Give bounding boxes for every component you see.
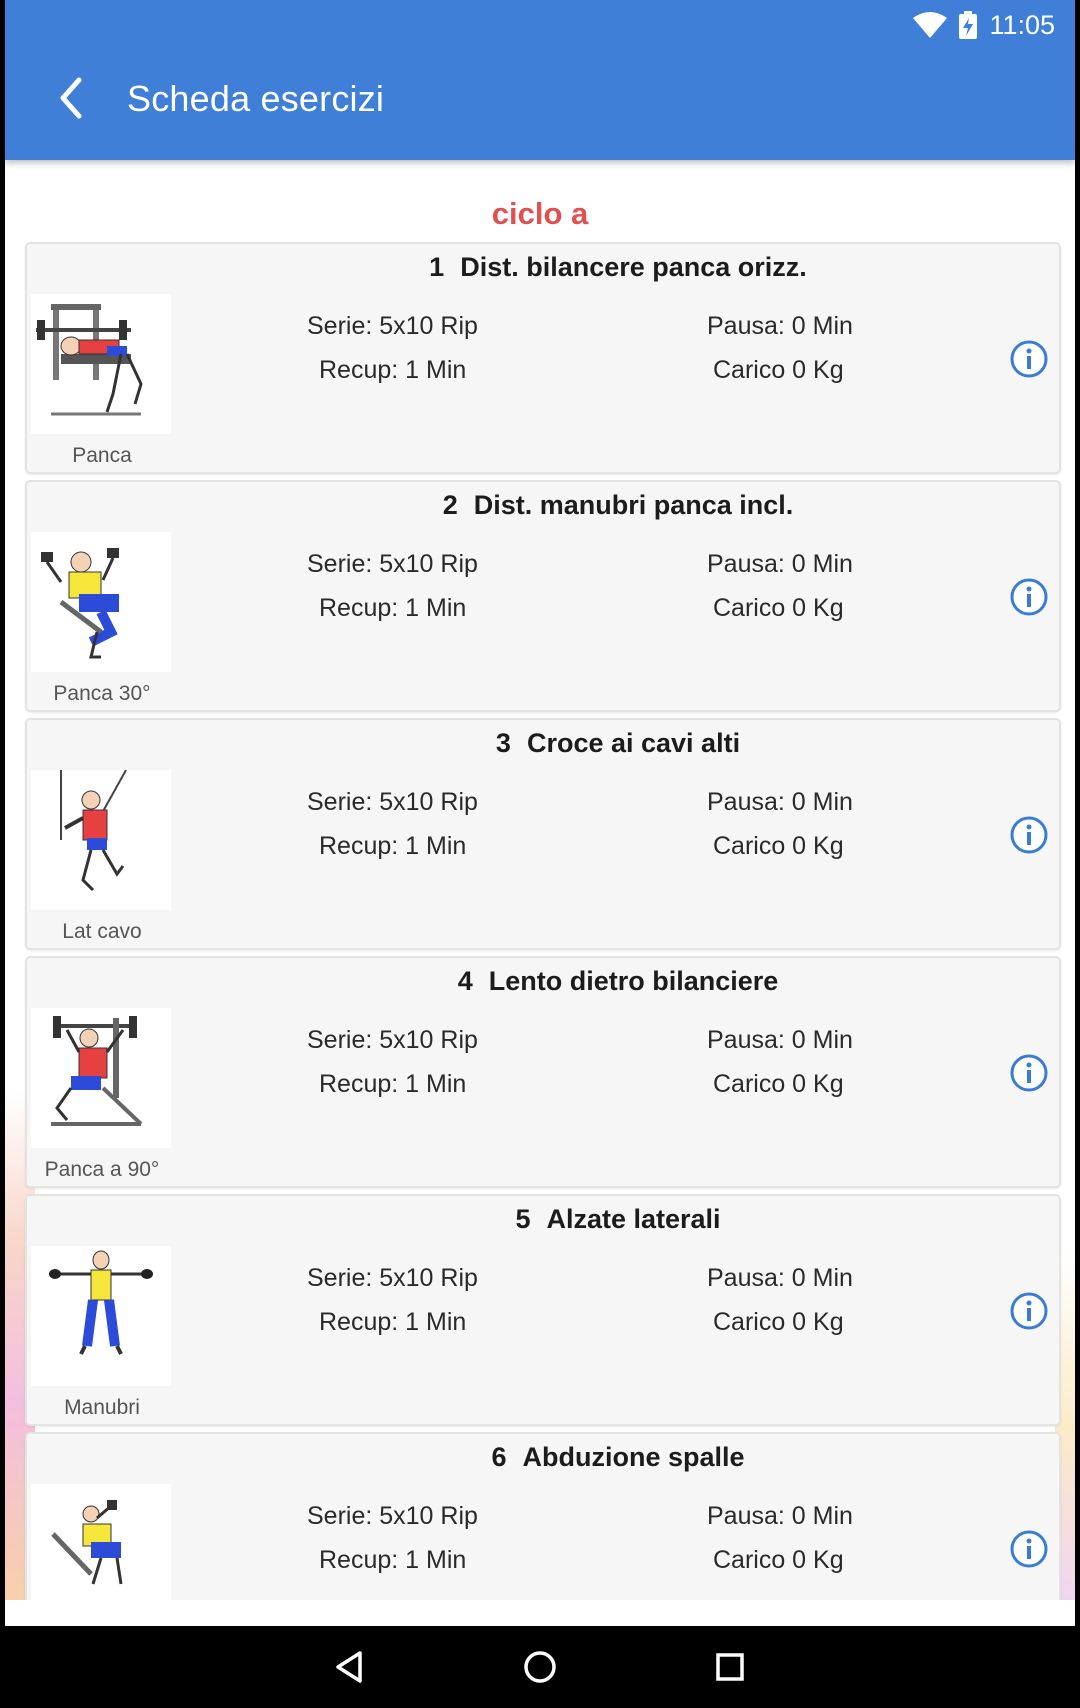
exercise-serie: Serie: 5x10 Rip [307,1264,478,1292]
battery-charging-icon [959,11,977,39]
exercise-carico: Carico 0 Kg [713,1546,844,1574]
exercise-number: 5 [515,1204,531,1234]
info-icon[interactable] [1009,1529,1049,1569]
recents-nav-icon[interactable] [710,1647,750,1687]
exercise-number: 6 [491,1442,507,1472]
exercise-name: Abduzione spalle [522,1442,745,1472]
page-title: Scheda esercizi [127,78,385,119]
exercise-card[interactable] [25,718,1061,950]
exercise-title [177,490,1059,521]
screen [5,0,1075,1708]
system-nav-bar [0,1626,1080,1708]
bench-press-icon [31,294,171,434]
cable-crossover-icon [31,770,171,910]
exercise-name: Dist. manubri panca incl. [473,490,794,520]
section-title: ciclo a [491,196,589,231]
info-icon[interactable] [1009,1053,1049,1093]
exercise-card[interactable] [25,242,1061,474]
back-arrow-icon[interactable] [51,72,91,124]
exercise-title [177,252,1059,283]
exercise-card[interactable] [25,480,1061,712]
lateral-raise-icon [31,1246,171,1386]
exercise-title [177,728,1059,759]
home-nav-icon[interactable] [520,1647,560,1687]
exercise-recup: Recup: 1 Min [319,356,467,384]
status-bar [913,8,1055,42]
exercise-name: Dist. bilancere panca orizz. [460,252,807,282]
exercise-pausa: Pausa: 0 Min [707,1502,853,1530]
exercise-category: Panca a 90° [44,1158,160,1181]
exercise-serie: Serie: 5x10 Rip [307,1502,478,1530]
exercise-list[interactable] [5,160,1075,1600]
exercise-name: Alzate laterali [546,1204,721,1234]
exercise-number: 1 [429,252,445,282]
exercise-pausa: Pausa: 0 Min [707,550,853,578]
exercise-name: Lento dietro bilanciere [488,966,779,996]
exercise-carico: Carico 0 Kg [713,832,844,860]
exercise-card[interactable] [25,1432,1061,1600]
exercise-recup: Recup: 1 Min [319,594,467,622]
wifi-icon [913,12,947,38]
exercise-serie: Serie: 5x10 Rip [307,312,478,340]
back-nav-icon[interactable] [330,1647,370,1687]
exercise-recup: Recup: 1 Min [319,1546,467,1574]
exercise-card[interactable] [25,956,1061,1188]
exercise-pausa: Pausa: 0 Min [707,1264,853,1292]
exercise-title [177,1442,1059,1473]
exercise-pausa: Pausa: 0 Min [707,312,853,340]
info-icon[interactable] [1009,339,1049,379]
exercise-category: Lat cavo [62,920,142,943]
exercise-name: Croce ai cavi alti [526,728,741,758]
info-icon[interactable] [1009,1291,1049,1331]
exercise-serie: Serie: 5x10 Rip [307,550,478,578]
incline-dumbbell-press-icon [31,532,171,672]
seated-press-icon [31,1008,171,1148]
exercise-category: Panca [72,444,132,467]
exercise-title [177,966,1059,997]
shoulder-abduction-icon [31,1484,171,1600]
exercise-category: Panca 30° [53,682,151,705]
exercise-carico: Carico 0 Kg [713,594,844,622]
exercise-pausa: Pausa: 0 Min [707,1026,853,1054]
exercise-carico: Carico 0 Kg [713,356,844,384]
exercise-recup: Recup: 1 Min [319,1070,467,1098]
exercise-title [177,1204,1059,1235]
exercise-card[interactable] [25,1194,1061,1426]
exercise-recup: Recup: 1 Min [319,1308,467,1336]
status-time: 11:05 [989,9,1055,40]
info-icon[interactable] [1009,577,1049,617]
info-icon[interactable] [1009,815,1049,855]
exercise-serie: Serie: 5x10 Rip [307,1026,478,1054]
exercise-number: 3 [495,728,511,758]
exercise-carico: Carico 0 Kg [713,1070,844,1098]
exercise-category: Manubri [64,1396,140,1419]
exercise-pausa: Pausa: 0 Min [707,788,853,816]
exercise-recup: Recup: 1 Min [319,832,467,860]
exercise-carico: Carico 0 Kg [713,1308,844,1336]
exercise-serie: Serie: 5x10 Rip [307,788,478,816]
exercise-number: 2 [442,490,458,520]
exercise-number: 4 [457,966,473,996]
app-bar [5,0,1075,160]
